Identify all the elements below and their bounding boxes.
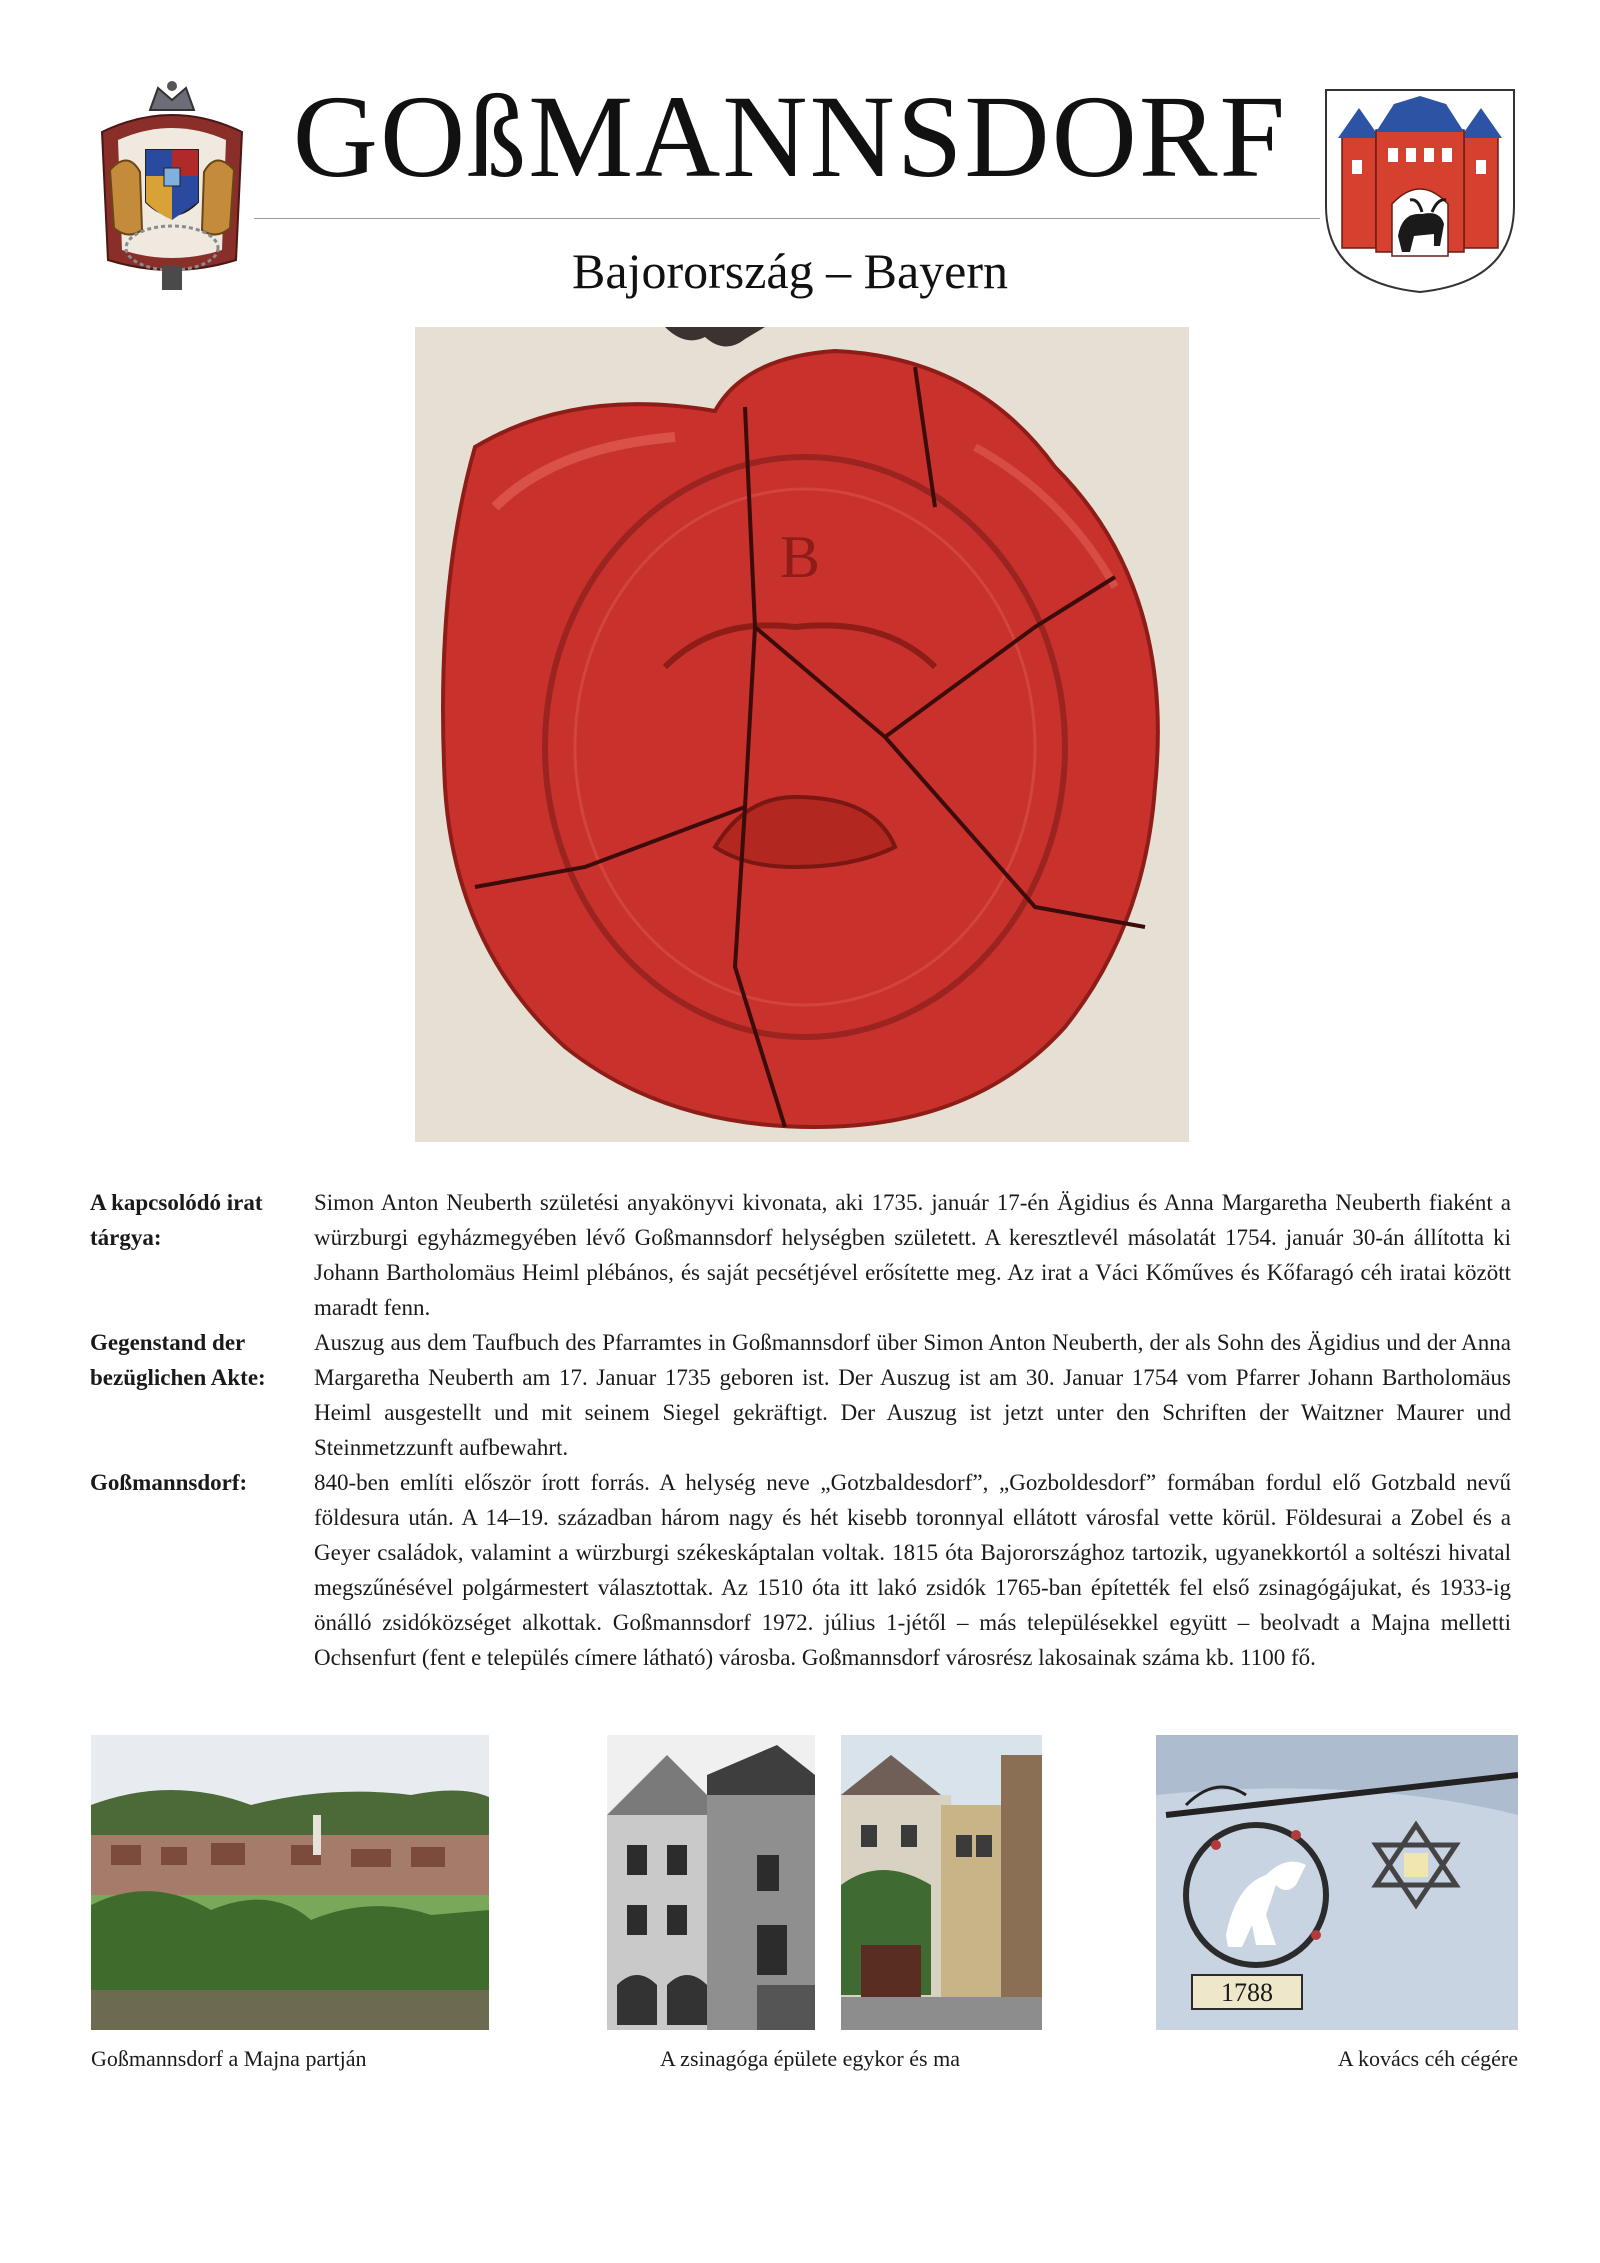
wax-seal-photo: [415, 327, 1189, 1142]
info-text-subject-hu: Simon Anton Neuberth születési anyakönyvi kivonata, aki 1735. január 17-én Ägidius és Anna Margaretha Neuberth fiaként a würzburgi egyházmegyében lévő Goßmannsdorf helységben született. A keresztlevél másolatát 1754. január 30-án állította ki Johann Bartholomäus Heiml plébános, és saját pecsétjével erősítette meg. Az irat a Váci Kőműves és Kőfaragó céh iratai között maradt fenn.: [314, 1190, 1511, 1320]
title-divider: [254, 218, 1320, 219]
caption-guild-sign: A kovács céh cégére: [1337, 2046, 1518, 2071]
village-landscape-photo: [91, 1735, 489, 2030]
info-label-town: Goßmannsdorf:: [90, 1470, 248, 1495]
info-text-town: 840-ben említi először írott forrás. A helység neve „Gotzbaldesdorf”, „Gozboldesdorf” formában fordul elő Gotzbald nevű földesura után. A 14–19. században három nagy és hét kisebb toronnyal ellátott városfal vette körül. Földesurai a Zobel és a Geyer családok, valamint a würzburgi székeskáptalan voltak. 1815 óta Bajorországhoz tartozik, ugyanekkortól a soltészi hivatal megszűnésével polgármestert választottak. Az 1510 óta itt lakó zsidók 1765-ban építették fel első zsinagógájukat, és 1933-ig önálló zsidóközséget alkottak. Goßmannsdorf 1972. július 1-jétől – más településekkel együtt – beolvadt a Majna melletti Ochsenfurt (fent e település címere látható) városba. Goßmannsdorf városrész lakosainak száma kb. 1100 fő.: [314, 1470, 1511, 1670]
sign-year-text: 1788: [1221, 1978, 1273, 2007]
svg-text:B: B: [780, 524, 821, 590]
page-subtitle: Bajorország – Bayern: [572, 243, 1008, 299]
bavaria-coat-of-arms-icon: [88, 80, 256, 300]
synagogue-old-photo: [607, 1735, 815, 2030]
blacksmith-guild-sign-photo: [1156, 1735, 1518, 2030]
ochsenfurt-coat-of-arms-icon: [1322, 86, 1518, 296]
caption-synagogue: A zsinagóga épülete egykor és ma: [660, 2046, 960, 2071]
page-title: GOßMANNSDORF: [292, 71, 1288, 202]
synagogue-today-photo: [841, 1735, 1042, 2030]
info-label-subject-de: Gegenstand der bezüglichen Akte:: [90, 1330, 266, 1390]
caption-village: Goßmannsdorf a Majna partján: [91, 2046, 367, 2071]
info-label-subject-hu: A kapcsolódó irat tárgya:: [90, 1190, 263, 1250]
info-text-subject-de: Auszug aus dem Taufbuch des Pfarramtes in Goßmannsdorf über Simon Anton Neuberth, der als Sohn des Ägidius und der Anna Margaretha Neuberth am 17. Januar 1735 geboren ist. Der Auszug ist am 30. Januar 1754 vom Pfarrer Johann Bartholomäus Heiml ausgestellt und mit seinem Siegel gekräftigt. Der Auszug ist jetzt unter den Schriften der Waitzner Maurer und Steinmetzzunft aufbewahrt.: [314, 1330, 1511, 1460]
